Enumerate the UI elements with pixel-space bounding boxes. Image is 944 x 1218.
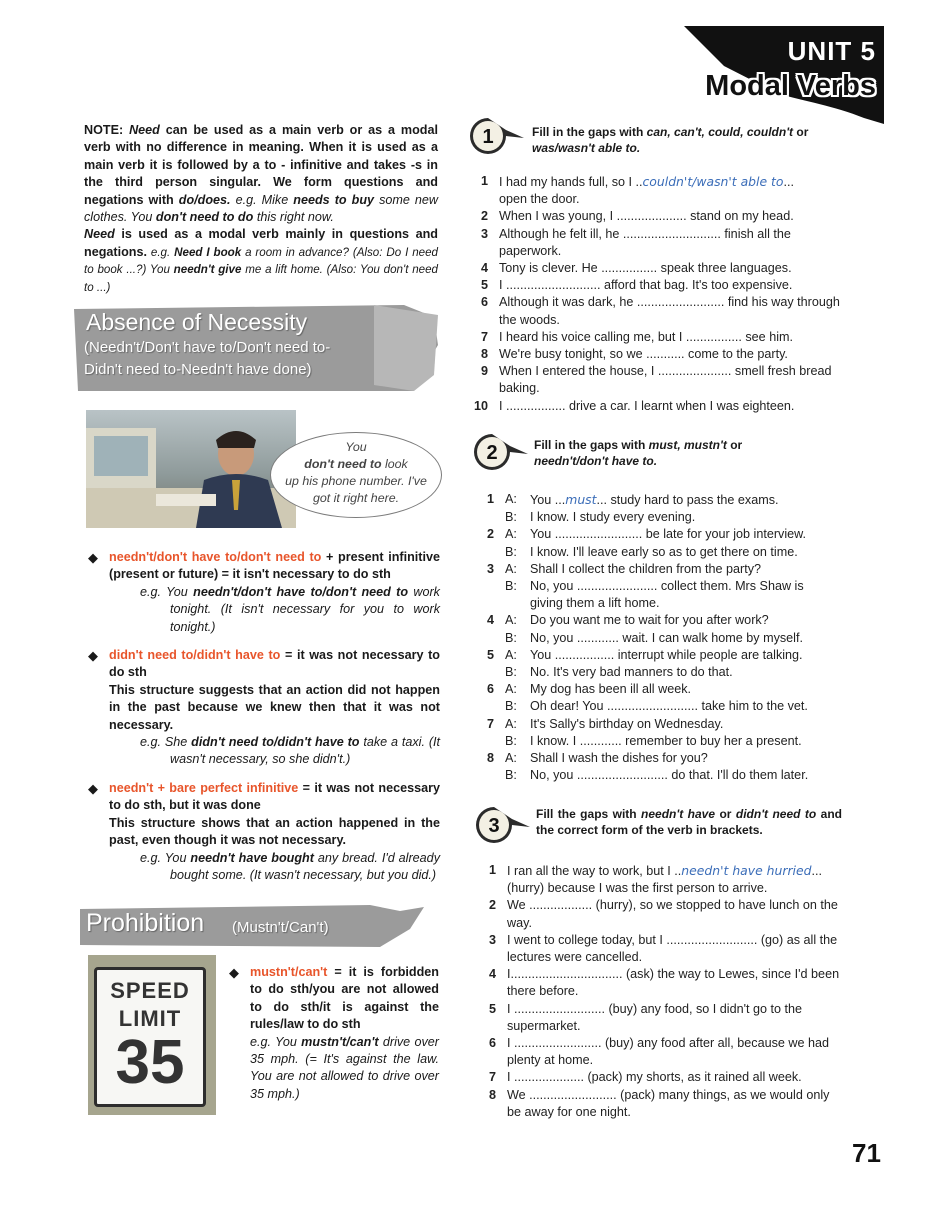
dialogue-item (478, 716, 840, 750)
bubble-line1: You (345, 440, 367, 454)
item-number: 2 (480, 209, 488, 224)
speaker-a: A: (505, 527, 517, 542)
rule-4-eg-b: mustn't/can't (301, 1034, 379, 1049)
speaker-a: A: (505, 647, 517, 662)
speaker-a: A: (505, 492, 517, 506)
item-number: 7 (488, 1070, 496, 1085)
item-number: 6 (480, 295, 488, 310)
exercise-3-items (480, 862, 842, 1121)
ex3-instr-b: needn't have (641, 807, 716, 821)
speaker-a: A: (505, 751, 517, 766)
item-text: Tony is clever. He ................ speak three languages. (499, 261, 792, 276)
item-text: (hurry) because I was the first person to arrive. (507, 881, 768, 896)
exercise-item (472, 329, 840, 346)
rule-4-eg-c: drive over 35 mph. (= It's against the law. You are not allowed to drive over 35 mph.) (250, 1034, 439, 1101)
item-number: 5 (480, 278, 488, 293)
absence-line1: (Needn't/Don't have to/Don't need to- (84, 339, 331, 356)
rule-2-meaning: = it was not necessary to do sth (109, 648, 441, 680)
note-eg1-end: this right now. (253, 210, 334, 225)
item-text: Although he felt ill, he ............................ finish all the paperwork. (499, 226, 791, 258)
note-eg2-cont: a room in advance? (Also: Do I need to book ...?) You (84, 245, 438, 277)
ex2-instr-c: or (726, 438, 743, 452)
rule-3-eg-c: any bread. I'd already bought some. (It wasn't necessary, but you did.) (170, 850, 440, 883)
rule-neednt-present (88, 549, 440, 636)
exercise-2-instructions (534, 438, 824, 469)
rule-4-example (250, 1034, 439, 1104)
rule-3-form: needn't + bare perfect infinitive (109, 781, 299, 795)
exercise-2-number: 2 (486, 442, 498, 464)
unit-title: Modal Verbs (705, 70, 876, 102)
bubble-line2-bold: don't need to (304, 457, 382, 471)
rule-4-eg-a: e.g. You (250, 1034, 302, 1049)
item-text: When I entered the house, I ..................... smell fresh bread baking. (499, 364, 832, 396)
line-b: I know. I'll leave early so as to get there on time. (530, 544, 798, 559)
note-eg1-cont: some new clothes. You (84, 192, 439, 225)
line-a: It's Sally's birthday on Wednesday. (530, 716, 724, 731)
rule-2-example (139, 734, 440, 769)
item-number: 3 (488, 932, 496, 947)
exercise-item (480, 897, 842, 931)
item-number: 1 (486, 492, 494, 506)
dialogue-item (478, 750, 840, 784)
exercise-item (480, 966, 842, 1000)
speaker-a: A: (505, 561, 517, 576)
ex1-instr-b: can, can't, could, couldn't (646, 125, 794, 139)
ex3-instr-d: didn't need to (735, 807, 817, 821)
unit-number: UNIT 5 (787, 36, 876, 66)
diamond-icon: ◆ (88, 781, 98, 796)
item-number: 1 (480, 174, 488, 188)
speaker-a: A: (505, 682, 517, 697)
note-dont-need: don't need to do (155, 210, 254, 225)
answer-text: needn't have hurried (681, 863, 812, 878)
exercise-item (472, 363, 840, 397)
rule-neednt-perfect (88, 780, 440, 884)
exercise-item (472, 226, 840, 260)
note-p2 (84, 226, 438, 296)
item-text: I ran all the way to work, but I .. (507, 864, 682, 878)
speaker-b: B: (505, 579, 517, 594)
dialogue-item (478, 612, 840, 646)
prohibition-banner (80, 905, 424, 947)
sign-limit: LIMIT (118, 1006, 182, 1031)
bubble-line3: up his phone number. I've (285, 474, 427, 488)
item-number: 8 (488, 1087, 496, 1102)
speed-limit-sign-photo (88, 955, 216, 1115)
line-b: No, you ....................... collect them. Mrs Shaw is giving them a lift home. (530, 579, 804, 611)
note-do-does: do/does. (178, 192, 231, 207)
line-a: You ......................... be late for your job interview. (530, 527, 807, 542)
unit-header (684, 26, 884, 124)
ex2-instr-d: needn't/don't have to. (534, 453, 658, 468)
item-text: I ......................... (buy) any food after all, because we had plenty at home. (507, 1036, 829, 1068)
item-number: 4 (488, 967, 496, 982)
line-b: I know. I study every evening. (530, 510, 696, 525)
item-text: I had my hands full, so I .. (499, 175, 643, 189)
exercise-1-number: 1 (482, 126, 494, 148)
rule-2-eg-c: take a taxi. (It wasn't necessary, so she didn't.) (170, 735, 441, 767)
item-number: 3 (480, 226, 488, 241)
prohibition-sub: (Mustn't/Can't) (232, 919, 329, 936)
rule-2-explanation: This structure suggests that an action did not happen in the past because we knew then that it was not necessary. (109, 682, 440, 732)
item-number: 10 (473, 398, 488, 413)
ex3-instr-c: or (715, 807, 736, 821)
item-text: ... (811, 864, 822, 878)
exercise-item (472, 260, 840, 277)
speaker-b: B: (505, 768, 517, 783)
item-number: 2 (486, 527, 494, 542)
exercise-3-badge (474, 803, 534, 847)
speaker-b: B: (505, 665, 517, 680)
item-number: 8 (486, 751, 494, 766)
ex2-instr-b: must, mustn't (648, 438, 727, 452)
item-text: I heard his voice calling me, but I ................ see him. (499, 329, 793, 344)
page-number: 71 (852, 1138, 881, 1168)
item-number: 7 (480, 329, 488, 344)
exercise-item (472, 294, 840, 328)
line-a: Do you want me to wait for you after work? (530, 613, 769, 628)
bubble-line2: look (385, 457, 408, 471)
rule-1-form: needn't/don't have to/don't need to (109, 550, 322, 564)
line-a: Shall I wash the dishes for you? (530, 751, 708, 766)
note-need-2: Need (84, 227, 115, 242)
note-needs-to-buy: needs to buy (293, 192, 375, 207)
dialogue-item (478, 526, 840, 560)
rule-1-example (139, 584, 440, 636)
note-p2-text: is used as a modal verb mainly in questions and negations. (84, 227, 438, 259)
line-a: You ................. interrupt while people are talking. (530, 647, 803, 662)
answer-text: must (565, 492, 597, 507)
item-number: 5 (488, 1001, 496, 1016)
line-b: Oh dear! You .......................... take him to the vet. (530, 699, 808, 714)
office-photo (86, 410, 296, 528)
speaker-b: B: (505, 733, 517, 748)
item-text: I ................. drive a car. I learnt when I was eighteen. (499, 398, 795, 413)
rule-1-eg-b: needn't/don't have to/don't need to (193, 584, 409, 599)
item-number: 5 (486, 647, 494, 662)
rule-2-form: didn't need to/didn't have to (109, 648, 281, 662)
exercise-item (480, 1035, 842, 1069)
exercise-item (472, 398, 840, 415)
absence-line2: Didn't need to-Needn't have done) (84, 361, 312, 378)
item-number: 8 (480, 347, 488, 362)
exercise-2-badge (472, 432, 532, 472)
item-number: 6 (488, 1036, 496, 1051)
diamond-icon: ◆ (88, 648, 98, 663)
rule-4-form: mustn't/can't (250, 965, 328, 979)
rule-3-explanation: This structure shows that an action happened in the past, even though it was not necessary. (109, 815, 440, 848)
rule-3-meaning: = it was not necessary to do sth, but it was done (109, 781, 440, 813)
dialogue-item (478, 681, 840, 715)
item-text: When I was young, I .................... stand on my head. (499, 209, 794, 224)
rule-mustnt (229, 964, 439, 1103)
speaker-b: B: (505, 699, 517, 714)
rule-2-eg-b: didn't need to/didn't have to (191, 735, 360, 750)
prohibition-title: Prohibition (86, 909, 205, 937)
diamond-icon: ◆ (88, 550, 98, 565)
ex1-instr-d: was/wasn't able to. (532, 140, 641, 155)
item-text: I ........................... afford that bag. It's too expensive. (499, 278, 793, 293)
exercise-3-number: 3 (488, 815, 500, 837)
note-eg2-end: me a lift home. (Also: You don't need to ...) (84, 263, 438, 294)
diamond-icon: ◆ (229, 965, 239, 980)
item-text: I................................ (ask) the way to Lewes, since I'd been there before. (507, 967, 840, 999)
absence-title: Absence of Necessity (86, 309, 308, 335)
item-number: 9 (480, 364, 488, 379)
exercise-1-items (472, 173, 840, 415)
speaker-b: B: (505, 510, 517, 525)
item-number: 3 (486, 561, 494, 576)
note-eg2: e.g. (146, 245, 175, 259)
rule-1-meaning: + present infinitive (present or future) = it isn't necessary to do sth (109, 550, 440, 582)
item-number: 4 (486, 613, 494, 628)
item-text: I .................... (pack) my shorts, as it rained all week. (507, 1070, 802, 1085)
ex1-instr-c: or (793, 125, 809, 139)
line-a: My dog has been ill all week. (530, 682, 692, 697)
ex3-instr-e: and the correct form of the verb in brackets. (536, 807, 843, 837)
item-text: ... (783, 175, 794, 189)
item-number: 6 (486, 682, 494, 697)
line-a: ... study hard to pass the exams. (596, 493, 779, 507)
dialogue-item (478, 561, 840, 613)
bubble-line4: got it right here. (312, 491, 400, 505)
item-text: open the door. (499, 192, 580, 207)
exercise-item (472, 173, 840, 208)
rule-didnt-need (88, 647, 440, 769)
ex1-instr-a: Fill in the gaps with (532, 125, 647, 139)
sign-number: 35 (115, 1028, 185, 1097)
speech-bubble (270, 432, 442, 518)
exercise-item (480, 1001, 842, 1035)
absence-banner (74, 305, 438, 391)
rule-2-eg-a: e.g. She (140, 735, 192, 750)
note-p1 (84, 122, 438, 226)
note-need: Need (129, 123, 160, 137)
item-text: I went to college today, but I .......................... (go) as all the lectures were cancelled. (507, 932, 838, 965)
office-illustration (86, 410, 296, 528)
exercise-item (480, 862, 842, 897)
ex3-instr-a: Fill the gaps with (536, 807, 642, 821)
note-neednt-give: needn't give (173, 263, 242, 277)
rule-3-eg-b: needn't have bought (190, 850, 314, 865)
note-eg1: e.g. Mike (230, 192, 294, 207)
rule-3-example (139, 850, 440, 885)
item-text: We're busy tonight, so we ........... come to the party. (499, 347, 788, 362)
exercise-item (472, 346, 840, 363)
line-a: You ... (530, 493, 566, 507)
item-number: 7 (486, 716, 494, 731)
speaker-b: B: (505, 630, 517, 645)
rule-1-eg-a: e.g. You (140, 584, 194, 599)
line-b: No. It's very bad manners to do that. (530, 665, 733, 680)
rule-3-eg-a: e.g. You (140, 850, 191, 865)
line-a: Shall I collect the children from the party? (530, 561, 761, 576)
line-b: No, you ............ wait. I can walk home by myself. (530, 630, 803, 645)
item-text: I .......................... (buy) any food, so I didn't go to the supermarket. (507, 1001, 802, 1033)
exercise-2-items (478, 491, 840, 784)
rule-1-eg-c: work tonight. (It isn't necessary for you to work tonight.) (170, 584, 440, 634)
exercise-item (472, 208, 840, 225)
note-p1-text: can be used as a main verb or as a modal verb with no difference in meaning. When it is used as a main verb it is followed by a to - infinitive and takes -s in the third person singular. We form questions and negations with (84, 123, 439, 207)
exercise-item (480, 1069, 842, 1086)
speaker-b: B: (505, 544, 517, 559)
note-paragraph (84, 122, 438, 296)
item-number: 1 (488, 863, 496, 877)
ex2-instr-a: Fill in the gaps with (534, 438, 649, 452)
exercise-item (472, 277, 840, 294)
speaker-a: A: (505, 613, 517, 628)
speaker-a: A: (505, 716, 517, 731)
note-need-i-book: Need I book (174, 245, 242, 259)
note-label: NOTE: (84, 123, 124, 137)
line-b: I know. I ............ remember to buy her a present. (530, 733, 802, 748)
item-text: We ......................... (pack) many things, as we would only be away for one night. (507, 1087, 830, 1119)
dialogue-item (478, 491, 840, 526)
dialogue-item (478, 647, 840, 681)
exercise-item (480, 1087, 842, 1121)
exercise-3-instructions (536, 807, 842, 838)
item-number: 2 (488, 898, 496, 913)
exercise-1-badge (468, 116, 528, 156)
sign-speed: SPEED (110, 978, 190, 1003)
exercise-1-instructions (532, 125, 840, 156)
rule-4-meaning: = it is forbidden to do sth/you are not allowed to do sth/it is against the rules/law to do sth (250, 965, 439, 1032)
item-number: 4 (480, 261, 488, 276)
speed-limit-sign (94, 967, 206, 1107)
item-text: Although it was dark, he ......................... find his way through the woods. (499, 295, 840, 327)
item-text: We .................. (hurry), so we stopped to have lunch on the way. (507, 898, 838, 930)
answer-text: couldn't/wasn't able to (642, 174, 784, 189)
exercise-item (480, 932, 842, 966)
line-b: No, you .......................... do that. I'll do them later. (530, 768, 809, 783)
